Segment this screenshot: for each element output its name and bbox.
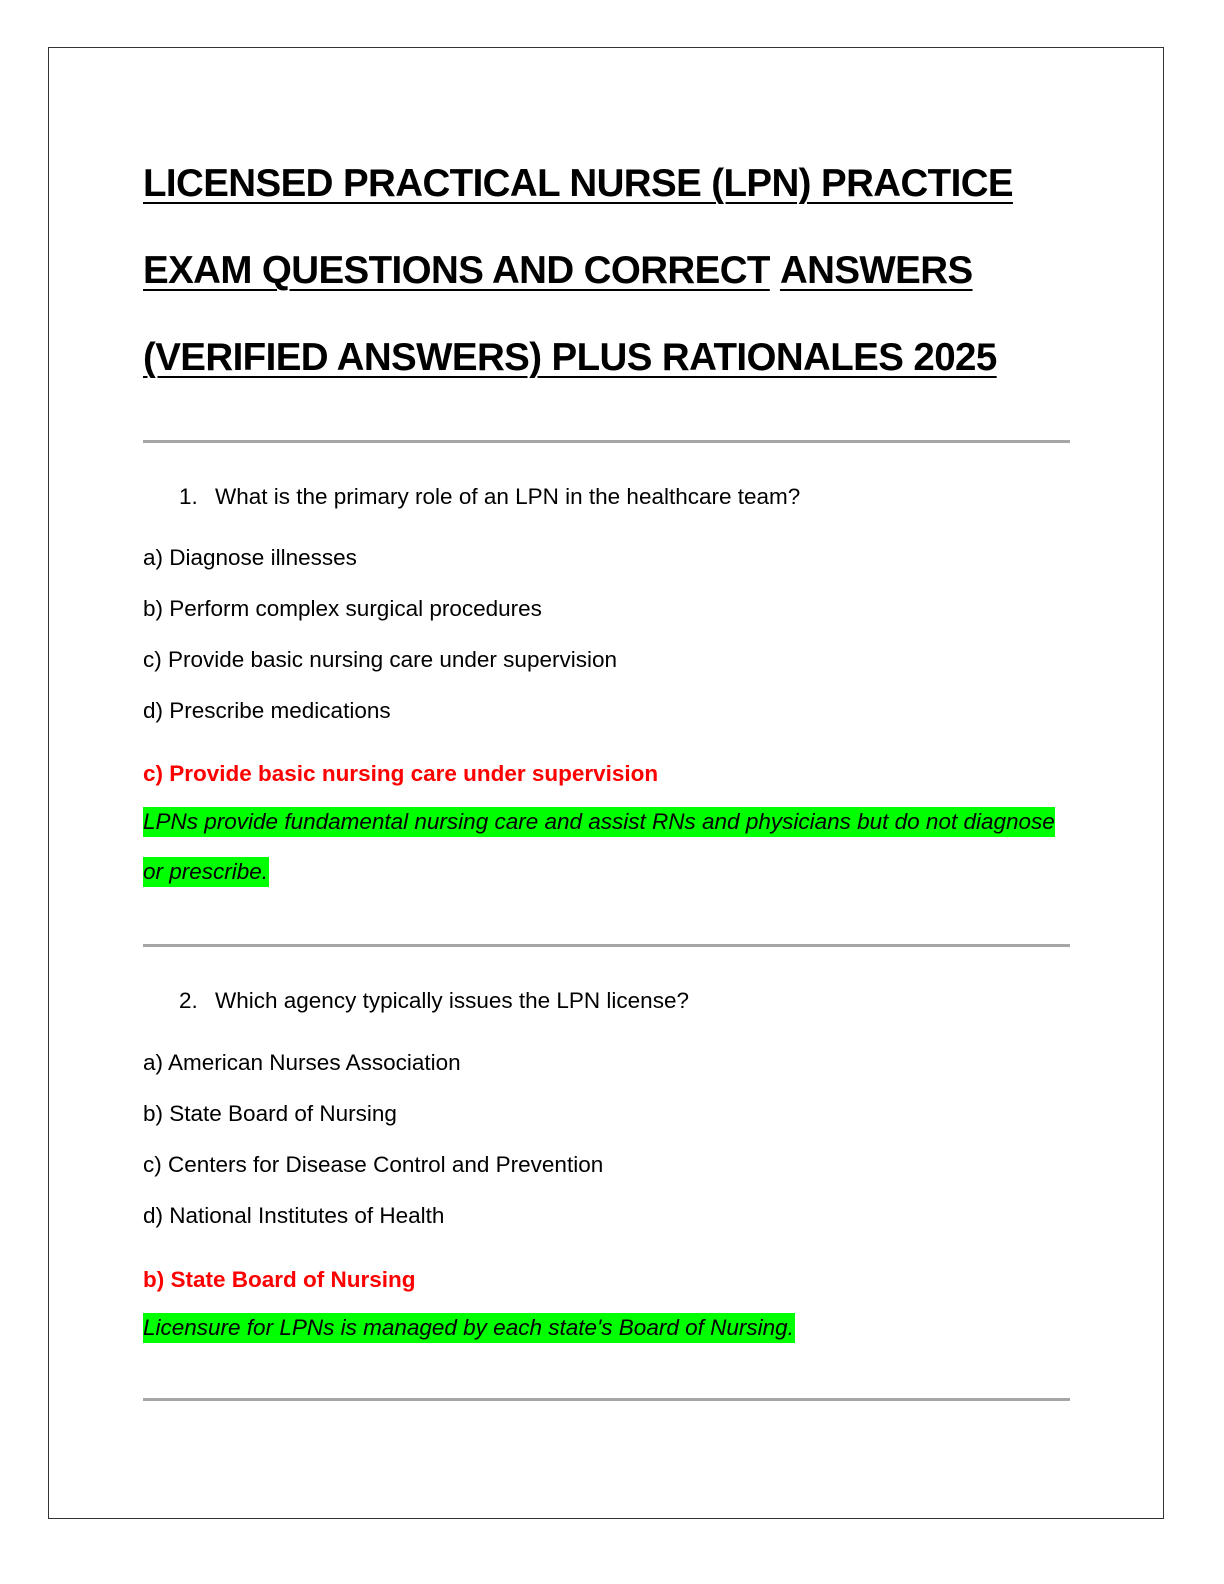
correct-answer: c) Provide basic nursing care under supervision: [143, 761, 659, 786]
correct-answer: b) State Board of Nursing: [143, 1267, 416, 1292]
question-stem: [143, 984, 1073, 1018]
rationale-text: Licensure for LPNs is managed by each state's Board of Nursing.: [143, 1313, 795, 1343]
option-d: d) National Institutes of Health: [143, 1203, 445, 1228]
question-2: [143, 984, 1073, 1353]
rationale: [143, 1303, 1073, 1353]
option-a: a) Diagnose illnesses: [143, 545, 357, 570]
rationale: [143, 797, 1073, 897]
title-line-2: [143, 227, 1073, 314]
title-line-3: [143, 314, 1073, 401]
option-b: b) State Board of Nursing: [143, 1101, 397, 1126]
question-number: 1.: [179, 484, 198, 509]
title-line-2-text-a: EXAM QUESTIONS AND CORRECT: [143, 249, 770, 292]
question-text: What is the primary role of an LPN in the healthcare team?: [215, 484, 801, 509]
option-b: b) Perform complex surgical procedures: [143, 596, 542, 621]
divider-3: [143, 1398, 1070, 1401]
title-line-1: [143, 140, 1073, 227]
question-1: [143, 480, 1073, 897]
document-title: [143, 140, 1073, 401]
rationale-text: LPNs provide fundamental nursing care and assist RNs and physicians but do not diagnose or prescribe.: [143, 807, 1055, 887]
option-c: c) Provide basic nursing care under supervision: [143, 647, 617, 672]
option-a: a) American Nurses Association: [143, 1050, 461, 1075]
title-line-2-text-b: ANSWERS: [779, 249, 973, 292]
question-stem: [143, 480, 1073, 514]
option-c: c) Centers for Disease Control and Prevention: [143, 1152, 604, 1177]
question-text: Which agency typically issues the LPN license?: [215, 988, 689, 1013]
option-d: d) Prescribe medications: [143, 698, 391, 723]
divider-1: [143, 440, 1070, 443]
title-line-3-text: (VERIFIED ANSWERS) PLUS RATIONALES 2025: [143, 336, 997, 379]
divider-2: [143, 944, 1070, 947]
question-number: 2.: [179, 988, 198, 1013]
title-line-1-text: LICENSED PRACTICAL NURSE (LPN) PRACTICE: [143, 162, 1013, 205]
